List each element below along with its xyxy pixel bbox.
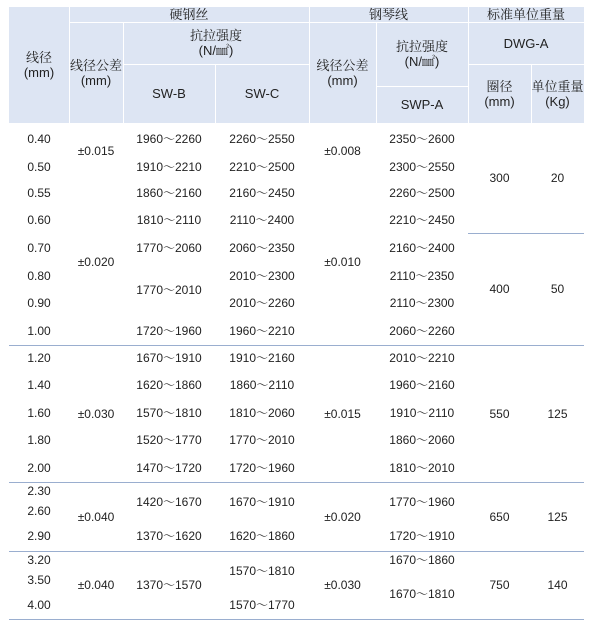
diameter-cell: 0.90 [27, 296, 51, 310]
sw-c-cell: 1960～2210 [229, 324, 295, 338]
sw-b-cell: 1770～2010 [136, 282, 202, 297]
sw-c-cell: 1620～1860 [229, 529, 295, 543]
swp-a-cell: 2300～2550 [389, 159, 455, 174]
header-sw-b: SW-B [123, 64, 215, 123]
sw-b-cell: 1620～1860 [136, 377, 202, 392]
diameter-cell: 1.40 [27, 377, 51, 392]
sw-b-cell: 1370～1620 [136, 529, 202, 543]
sw-b-cell: 1520～1770 [136, 433, 202, 447]
tolerance-piano-cell: ±0.010 [324, 255, 361, 269]
tolerance-hard-cell: ±0.030 [77, 406, 115, 421]
swp-a-cell: 1910～2110 [389, 405, 455, 420]
sw-b-cell: 1860～2160 [136, 185, 202, 200]
row-separator [9, 482, 584, 483]
unit-weight-cell: 125 [547, 406, 568, 421]
diameter-cell: 0.55 [27, 185, 51, 200]
diameter-cell: 4.00 [27, 597, 51, 612]
coil-diameter-cell: 750 [489, 578, 510, 592]
sw-c-cell: 1670～1910 [229, 494, 295, 509]
tolerance-piano-cell: ±0.030 [324, 578, 361, 592]
sw-b-cell: 1960～2260 [136, 131, 202, 146]
diameter-cell: 0.80 [27, 268, 51, 283]
tolerance-piano-cell: ±0.008 [324, 144, 361, 158]
sw-b-cell: 1470～1720 [136, 461, 202, 475]
swp-a-cell: 2110～2300 [389, 296, 455, 310]
tolerance-hard-cell: ±0.015 [77, 144, 115, 158]
header-coil-diameter: 圈径 (mm) [468, 64, 531, 123]
header-swp-a: SWP-A [376, 86, 468, 123]
swp-a-cell: 1860～2060 [389, 433, 455, 447]
swp-a-cell: 2060～2260 [389, 324, 455, 338]
header-hard-steel-wire: 硬钢丝 [69, 7, 309, 22]
sw-b-cell: 1670～1910 [136, 350, 202, 365]
sw-c-cell: 1570～1770 [229, 597, 295, 612]
swp-a-cell: 2160～2400 [389, 240, 455, 255]
unit-weight-cell: 125 [547, 509, 568, 524]
swp-a-cell: 1670～1810 [389, 587, 455, 601]
coil-diameter-cell: 550 [489, 406, 510, 421]
row-separator [9, 619, 584, 620]
sw-c-cell: 1720～1960 [229, 461, 295, 475]
sw-c-cell: 2110～2400 [229, 212, 295, 227]
spring-wire-spec-table [9, 7, 584, 619]
diameter-cell: 0.60 [27, 212, 51, 227]
swp-a-cell: 2110～2350 [389, 268, 455, 283]
swp-a-cell: 1670～1860 [389, 553, 455, 567]
diameter-cell: 3.20 [27, 553, 51, 567]
coil-diameter-cell: 300 [489, 171, 510, 185]
swp-a-cell: 2350～2600 [389, 131, 455, 146]
tolerance-hard-cell: ±0.040 [77, 578, 115, 592]
tolerance-hard-cell: ±0.040 [77, 509, 115, 524]
diameter-cell: 2.00 [27, 461, 51, 475]
sw-c-cell: 1810～2060 [229, 405, 295, 420]
swp-a-cell: 1720～1910 [389, 529, 455, 543]
sw-c-cell: 1860～2110 [229, 377, 295, 392]
diameter-cell: 1.60 [27, 405, 51, 420]
sw-b-cell: 1570～1810 [136, 405, 202, 420]
header-tensile-piano: 抗拉强度 (N/㎟) [376, 22, 468, 86]
unit-weight-cell: 20 [550, 171, 565, 185]
sw-b-cell: 1720～1960 [136, 324, 202, 338]
swp-a-cell: 2010～2210 [389, 350, 455, 365]
tolerance-hard-cell: ±0.020 [77, 255, 115, 269]
header-tensile-hard: 抗拉强度 (N/㎟) [123, 22, 309, 64]
diameter-cell: 1.00 [27, 324, 51, 338]
sw-c-cell: 2060～2350 [229, 240, 295, 255]
tolerance-piano-cell: ±0.015 [324, 406, 361, 421]
sw-c-cell: 2210～2500 [229, 159, 295, 174]
swp-a-cell: 2260～2500 [389, 185, 455, 200]
header-standard-unit-weight: 标准单位重量 [468, 7, 584, 22]
sw-b-cell: 1420～1670 [136, 494, 202, 509]
header-dwg-a: DWG-A [468, 22, 584, 64]
sw-c-cell: 1570～1810 [229, 563, 295, 578]
sw-c-cell: 2010～2260 [229, 296, 295, 310]
diameter-cell: 2.90 [27, 529, 51, 543]
swp-a-cell: 2210～2450 [389, 212, 455, 227]
diameter-cell: 2.60 [27, 503, 51, 518]
sw-b-cell: 1910～2210 [136, 159, 202, 174]
swp-a-cell: 1770～1960 [389, 494, 455, 509]
sw-b-cell: 1810～2110 [136, 212, 202, 227]
sw-c-cell: 1770～2010 [229, 433, 295, 447]
swp-a-cell: 1960～2160 [389, 377, 455, 392]
diameter-cell: 2.30 [27, 484, 51, 498]
diameter-cell: 0.70 [27, 240, 51, 255]
header-diameter: 线径 (mm) [9, 7, 69, 123]
row-separator [9, 551, 584, 552]
coil-diameter-cell: 650 [489, 509, 510, 524]
sw-b-cell: 1370～1570 [136, 578, 202, 592]
header-piano-wire: 钢琴线 [309, 7, 468, 22]
sw-c-cell: 2010～2300 [229, 268, 295, 283]
header-tolerance-piano: 线径公差 (mm) [309, 22, 376, 123]
row-separator [9, 345, 584, 346]
sw-c-cell: 2160～2450 [229, 185, 295, 200]
diameter-cell: 3.50 [27, 572, 51, 587]
diameter-cell: 0.50 [27, 159, 51, 174]
sw-c-cell: 2260～2550 [229, 131, 295, 146]
tolerance-piano-cell: ±0.020 [324, 509, 361, 524]
unit-weight-cell: 140 [547, 578, 568, 592]
header-tolerance-hard: 线径公差 (mm) [69, 22, 123, 123]
diameter-cell: 1.20 [27, 350, 51, 365]
diameter-cell: 0.40 [27, 131, 51, 146]
diameter-cell: 1.80 [27, 433, 51, 447]
swp-a-cell: 1810～2010 [389, 461, 455, 475]
header-sw-c: SW-C [215, 64, 309, 123]
sw-b-cell: 1770～2060 [136, 240, 202, 255]
row-separator [468, 233, 584, 234]
coil-diameter-cell: 400 [489, 282, 510, 296]
header-unit-weight: 单位重量 (Kg) [531, 64, 584, 123]
unit-weight-cell: 50 [550, 282, 565, 296]
sw-c-cell: 1910～2160 [229, 350, 295, 365]
